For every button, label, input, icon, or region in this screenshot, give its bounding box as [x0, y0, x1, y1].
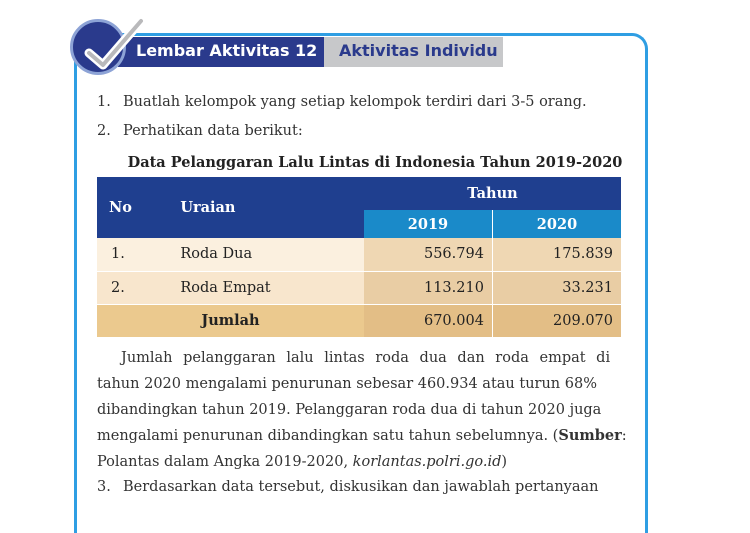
header-2019: 2019 [364, 210, 493, 238]
explanation-paragraph: Jumlah pelanggaran lalu lintas roda dua dan roda empat di tahun 2020 mengalami penurunan sebesar 460.934 atau turun 68% dibandingkan tahun 2019. Pelanggaran roda dua di tahun 2020 juga mengalami penurunan dibandingkan satu tahun sebelumnya. (Sumber: Polantas dalam Angka 2019-2020, korlantas.polri.go.id) [97, 350, 627, 470]
header-uraian: Uraian [165, 177, 364, 238]
header-no: No [97, 177, 165, 238]
checkmark-icon [79, 13, 149, 73]
activity-type-tab [324, 37, 503, 67]
violation-table [97, 177, 621, 337]
step-3: 3. Berdasarkan data tersebut, diskusikan dan jawablah pertanyaan [97, 479, 599, 495]
source-link: korlantas.polri.go.id [352, 454, 502, 470]
activity-type: Aktivitas Individu [339, 41, 498, 60]
step-1: 1. Buatlah kelompok yang setiap kelompok terdiri dari 3-5 orang. [97, 94, 587, 110]
badge [70, 19, 126, 75]
activity-title: Lembar Aktivitas 12 [136, 41, 318, 60]
table-total-row: Jumlah 670.004 209.070 [97, 304, 621, 337]
header-tahun: Tahun [364, 177, 621, 210]
table-title: Data Pelanggaran Lalu Lintas di Indonesia Tahun 2019-2020 [127, 154, 623, 171]
table-row: 2. Roda Empat 113.210 33.231 [97, 271, 621, 304]
step-2: 2. Perhatikan data berikut: [97, 123, 303, 139]
header-2020: 2020 [492, 210, 621, 238]
table-row: 1. Roda Dua 556.794 175.839 [97, 238, 621, 271]
